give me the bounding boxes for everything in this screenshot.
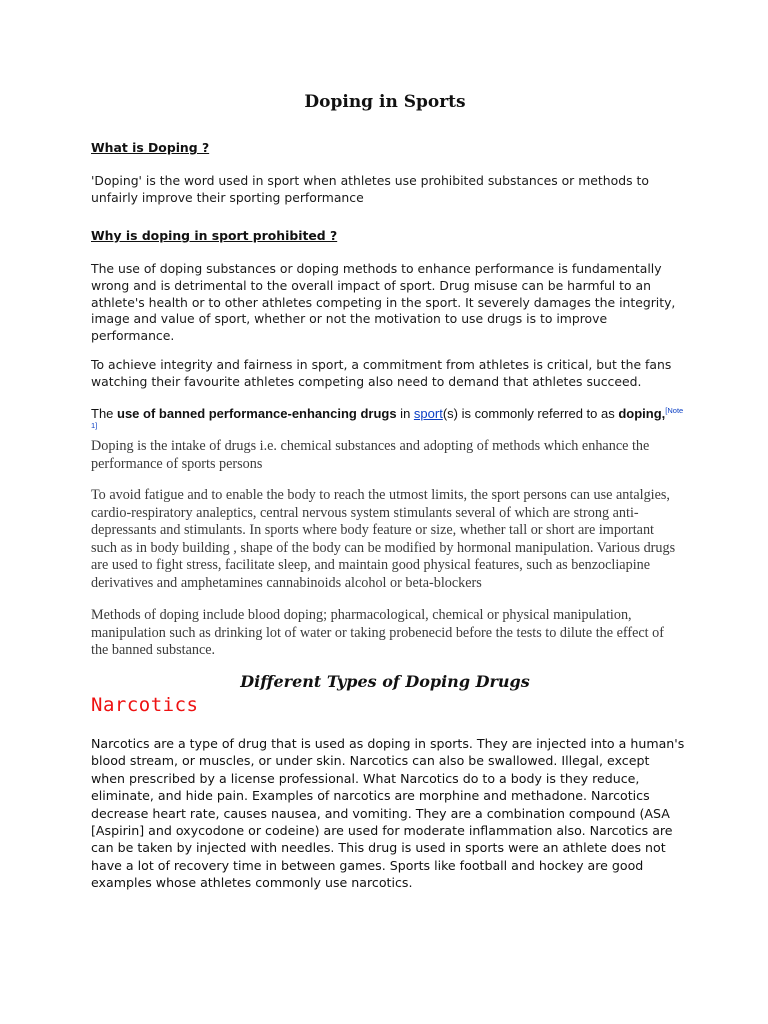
narcotics-heading: Narcotics [91,694,199,716]
paragraph-avoid-fatigue: To avoid fatigue and to enable the body to reach the utmost limits, the sport persons can use antalgies, cardio-respiratory analeptics, central nervous system stimulants several of which are strong anti-depressants and stimulants. In sports where body feature or size, whether tall or short are important such as in body building , shape of the body can be modified by hormonal manipulation. Various drugs are used to fight stress, facilitate sleep, and maintain good physical features, such as benzocliapine derivatives and amphetamines cannabinoids alcohol or beta-blockers [91,487,676,591]
paragraph-why-prohibited-2: To achieve integrity and fairness in sport, a commitment from athletes is critical, but the fans watching their favourite athletes competing also need to demand that athletes succeed. [91,357,672,389]
definition-bold-doping: doping, [618,406,666,421]
footnote-link[interactable]: [Note 1] [91,406,684,430]
definition-bold-term: use of banned performance-enhancing drugs [117,406,397,421]
sport-link[interactable]: sport [413,406,443,421]
document-title: Doping in Sports [304,92,466,112]
paragraph-narcotics: Narcotics are a type of drug that is used as doping in sports. They are injected into a human's blood stream, or muscles, or under skin. Narcotics can also be swallowed. Illegal, except when prescribed by a license professional. What Narcotics do to a body is they reduce, eliminate, and hide pain. Examples of narcotics are morphine and methadone. Narcotics decrease heart rate, causes nausea, and vomiting. They are a combination compound (ASA [Aspirin] and oxycodone or codeine) are used for moderate inflammation also. Narcotics are can be taken by injected with needles. This drug is used in sports were an athlete does not have a lot of recovery time in between games. Sports like football and hockey are good examples whose athletes commonly use narcotics. [91,736,685,891]
paragraph-what-is-doping: 'Doping' is the word used in sport when athletes use prohibited substances or methods to unfairly improve their sporting performance [91,173,649,205]
definition-text: in [396,406,414,421]
paragraph-why-prohibited-1: The use of doping substances or doping methods to enhance performance is fundamentally wrong and is detrimental to the overall impact of sport. Drug misuse can be harmful to an athlete's health or to other athletes competing in the sport. It severely damages the integrity, image and value of sport, whether or not the motivation to use drugs is to improve performance. [91,261,676,344]
paragraph-methods-of-doping: Methods of doping include blood doping; pharmacological, chemical or physical manipulation, manipulation such as drinking lot of water or taking probenecid before the tests to dilute the effect of the banned substance. [91,607,664,659]
heading-why-prohibited: Why is doping in sport prohibited ? [91,228,338,243]
types-heading: Different Types of Doping Drugs [240,672,530,691]
definition-text: The [91,406,118,421]
paragraph-doping-intake: Doping is the intake of drugs i.e. chemical substances and adopting of methods which enhance the performance of sports persons [91,438,650,472]
definition-line [91,406,691,436]
definition-text: (s) is commonly referred to as [442,406,619,421]
heading-what-is-doping: What is Doping ? [91,140,210,155]
